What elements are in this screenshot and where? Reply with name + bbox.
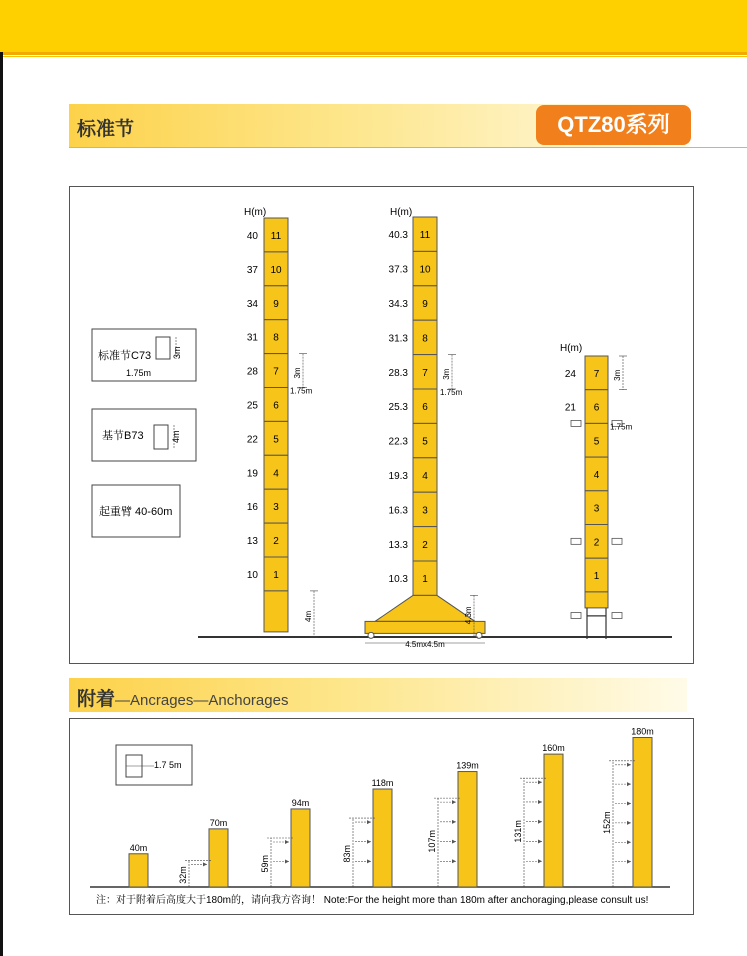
tower2-height-label: 22.3	[388, 436, 408, 448]
legend-standard-section	[92, 329, 196, 381]
tower3-height-label: 24	[564, 368, 576, 380]
anchorage-tie-arrowhead	[627, 860, 631, 864]
tower1-section-number: 1	[273, 569, 279, 581]
tower2-height-label: 13.3	[388, 539, 408, 551]
tower1-height-label: 10	[246, 569, 258, 581]
legend-jib	[92, 485, 180, 537]
tower1-section-number: 5	[273, 434, 279, 446]
legend-standard-width: 1.75m	[126, 368, 152, 378]
tower2-dim-width: 1.75m	[440, 388, 463, 397]
legend-standard-height: 3m	[172, 346, 182, 359]
tower3-anchor-clamp	[612, 612, 622, 618]
legend-jib-label: 起重臂 40-60m	[99, 506, 173, 518]
anchorage-spacing-label: 32m	[178, 866, 188, 884]
anchorage-height-label: 118m	[371, 778, 394, 789]
tower2-dim-foot: 4.5mx4.5m	[405, 640, 445, 649]
tower1-section-number: 7	[273, 366, 279, 378]
legend-standard-label: 标准节C73	[98, 350, 152, 362]
tower2-section-number: 7	[422, 367, 428, 379]
tower1-section-number: 9	[273, 298, 279, 310]
tower2-section-number: 3	[422, 505, 428, 517]
legend-base-section	[92, 409, 196, 461]
anchorage-height-label: 94m	[291, 797, 310, 808]
tower1-section-number: 4	[273, 468, 279, 480]
tower2-height-label: 10.3	[388, 574, 408, 586]
tower3-dim-width: 1.75m	[610, 422, 633, 432]
section-rule	[69, 147, 747, 148]
tower1-section-number: 8	[273, 332, 279, 344]
tower1-height-label: 37	[246, 264, 258, 276]
anchorage-note: 注：对于附着后高度大于180m的，请向我方咨询！ Note:For the height more than 180m after anchoraging,please consult us!	[96, 895, 649, 906]
tower1-section-number: 10	[270, 264, 282, 276]
anchorage-title-en: —Ancrages—Anchorages	[115, 692, 289, 709]
tower1-height-label: 40	[246, 230, 258, 242]
legend-section-icon	[156, 337, 170, 359]
tower1-height-label: 34	[246, 298, 258, 310]
tower2-height-label: 16.3	[388, 505, 408, 517]
tower2-section-number: 4	[422, 471, 428, 482]
anchorage-tie-arrowhead	[452, 840, 456, 844]
tower3-anchor-clamp	[612, 538, 622, 544]
tower2-height-label: 34.3	[388, 299, 408, 310]
tower2-height-label: 28.3	[388, 367, 408, 379]
tower2-section-number: 5	[422, 436, 428, 448]
section-title-standard: 标准节	[77, 119, 135, 140]
anchorage-tie-arrowhead	[627, 763, 631, 767]
anchorage-tower	[544, 754, 563, 887]
tower2-section-number: 2	[422, 539, 428, 551]
anchorage-height-label: 180m	[631, 726, 654, 737]
tower3-anchor-clamp	[571, 420, 581, 426]
tower3-section-number: 4	[593, 469, 600, 481]
tower2-height-label: 25.3	[388, 402, 408, 414]
anchorage-tie-arrowhead	[538, 800, 542, 804]
tower2-wheel	[368, 632, 374, 638]
legend-base-icon	[154, 425, 168, 449]
anchorage-height-label: 70m	[209, 817, 228, 828]
anchorage-tower	[129, 854, 148, 887]
anchorage-tie-arrowhead	[367, 840, 371, 844]
anchorage-tie-arrowhead	[627, 782, 631, 786]
tower3-section-number: 6	[593, 402, 600, 414]
anchorage-spacing-label: 107m	[427, 830, 437, 853]
anchorage-tie-arrowhead	[452, 820, 456, 824]
tower3-section-number: 1	[593, 571, 600, 583]
anchorage-tie-arrowhead	[627, 821, 631, 825]
tower2-section-number: 6	[422, 402, 428, 414]
tower2-wheel	[476, 632, 482, 638]
anchorage-tie-arrowhead	[538, 839, 542, 843]
tower-3	[565, 356, 633, 639]
anchorage-tie-arrowhead	[285, 860, 289, 864]
anchorage-tie-arrowhead	[538, 820, 542, 824]
anchorage-height-label: 139m	[456, 760, 479, 771]
section-title-anchorage	[77, 684, 288, 711]
anchorage-tie-arrowhead	[367, 820, 371, 824]
tower3-support-legs	[587, 608, 606, 639]
tower1-base-section	[264, 591, 288, 632]
tower2-section-number: 1	[422, 574, 428, 586]
series-badge: QTZ80系列	[536, 105, 691, 145]
legend-base-height: 4m	[171, 430, 181, 443]
tower2-section-number: 10	[419, 264, 431, 276]
tower2-height-label: 40.3	[388, 230, 408, 242]
anchorage-tower	[291, 809, 310, 887]
anchorage-height-label: 160m	[542, 743, 565, 754]
page-edge	[0, 52, 3, 956]
tower2-base-frame	[375, 595, 475, 621]
anchorage-tie-arrowhead	[285, 840, 289, 844]
tower1-height-label: 16	[246, 502, 258, 514]
tower1-height-label: 19	[246, 468, 258, 480]
tower2-section-number: 9	[422, 299, 428, 310]
tower2-height-label: 31.3	[388, 333, 408, 345]
anchorage-spacing-label: 152m	[602, 811, 612, 834]
tower-diagram-panel	[69, 186, 694, 664]
anchorage-spacing-label: 83m	[342, 845, 352, 863]
anchorage-panel	[69, 718, 694, 915]
tower3-section-number: 2	[593, 537, 600, 549]
tower1-section-number: 6	[273, 400, 279, 412]
tower1-height-label: 31	[246, 332, 258, 344]
anchorage-tie-arrowhead	[538, 859, 542, 863]
tower3-section-number: 5	[593, 436, 600, 448]
tower1-height-label: 13	[246, 536, 258, 548]
anchorage-tie-arrowhead	[367, 859, 371, 863]
tower3-axis-label: H(m)	[560, 343, 583, 354]
anchorage-spacing-label: 59m	[260, 854, 270, 873]
tower1-dim-width: 1.75m	[290, 386, 313, 396]
tower2-height-label: 19.3	[388, 471, 408, 482]
tower3-anchor-clamp	[571, 538, 581, 544]
tower1-height-label: 22	[246, 434, 258, 446]
anchorage-towers	[129, 727, 654, 887]
anchorage-tower	[458, 772, 477, 887]
anchorage-tie-arrowhead	[538, 780, 542, 784]
tower2-section-number: 8	[422, 333, 428, 345]
anchorage-height-label: 40m	[129, 842, 148, 853]
tower3-section-number: 7	[593, 368, 600, 380]
tower2-dim-base-label: 4.3m	[464, 606, 473, 625]
anchorage-tower	[373, 789, 392, 887]
anchorage-tie-arrowhead	[203, 862, 207, 866]
tower2-dim-section-label: 3m	[442, 368, 451, 380]
tower1-dim-section-label: 3m	[293, 367, 302, 379]
tower2-axis-label: H(m)	[390, 207, 413, 218]
anchor-legend-width: 1.7 5m	[154, 760, 182, 770]
anchorage-title-cn: 附着	[77, 689, 116, 710]
tower2-height-label: 37.3	[388, 264, 408, 276]
anchorage-tie-arrowhead	[452, 859, 456, 863]
anchor-legend	[116, 745, 192, 785]
tower1-section-number: 11	[270, 230, 282, 242]
tower1-height-label: 25	[246, 400, 258, 412]
tower3-section-number: 3	[593, 503, 600, 515]
anchorage-tower	[633, 738, 652, 887]
anchorage-tie-arrowhead	[627, 840, 631, 844]
tower-2	[365, 217, 485, 649]
tower3-height-label: 21	[564, 402, 576, 414]
tower-1	[247, 218, 318, 637]
anchorage-tie-arrowhead	[452, 800, 456, 804]
header-bar	[0, 0, 747, 55]
tower3-base-section	[585, 592, 608, 608]
legend-base-label: 基节B73	[102, 430, 144, 442]
anchorage-tower	[209, 829, 228, 887]
anchorage-tie-arrowhead	[627, 802, 631, 806]
tower1-section-number: 3	[273, 502, 279, 514]
tower3-anchor-clamp	[571, 612, 581, 618]
tower1-section-number: 2	[273, 536, 279, 548]
anchorage-spacing-label: 131m	[513, 820, 523, 843]
tower3-dim-section-label: 3m	[613, 369, 622, 381]
tower2-section-number: 11	[419, 230, 431, 242]
tower1-height-label: 28	[246, 366, 258, 378]
tower1-axis-label: H(m)	[244, 207, 267, 218]
tower1-dim-base-label: 4m	[304, 610, 313, 622]
header-rule	[0, 56, 747, 57]
